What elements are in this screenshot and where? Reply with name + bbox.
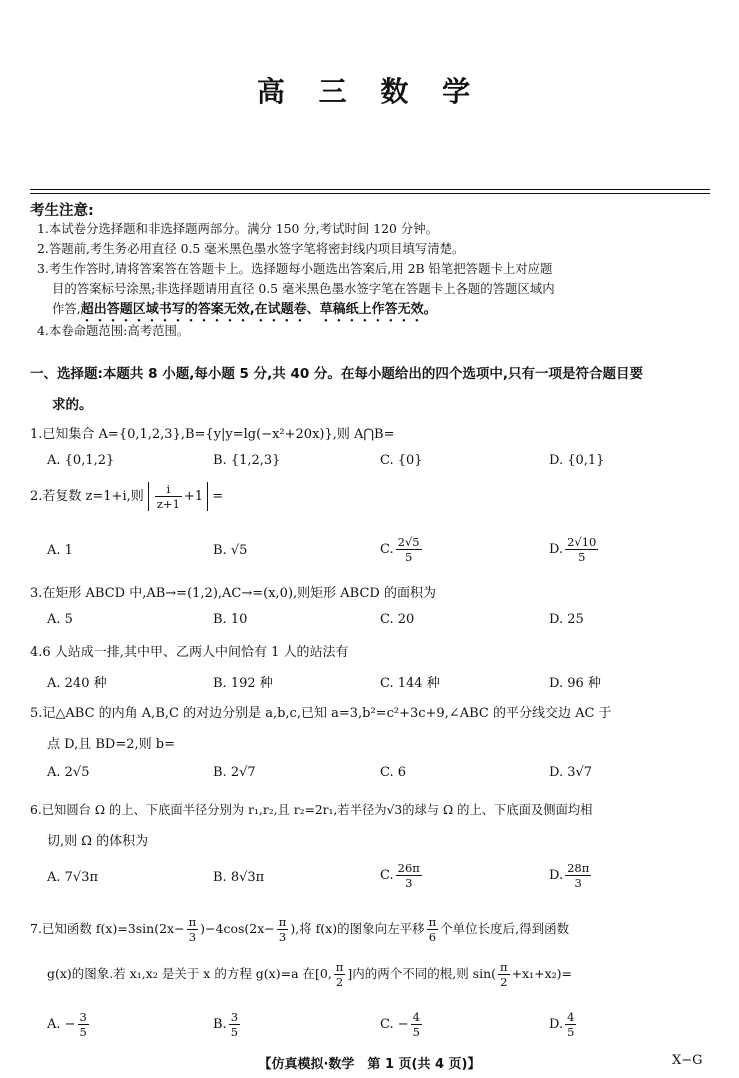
q7-option-c: [380, 1010, 424, 1039]
footer-code: X−G: [672, 1053, 703, 1068]
q6-option-c: [380, 861, 424, 890]
q2-option-c-num: 2√5: [397, 535, 420, 549]
q7-l2-a: g(x)的图象.若 x₁,x₂ 是关于 x 的方程 g(x)=a 在[0,: [47, 966, 332, 981]
q2-option-d-den: 5: [578, 550, 586, 564]
q2-option-d-frac: [565, 535, 598, 564]
q7-l2-frac1-den: 2: [335, 975, 344, 989]
notice-heading: 考生注意:: [30, 203, 94, 219]
q2-option-c-frac: [396, 535, 422, 564]
q7-stem-line1: [30, 915, 569, 944]
q1-option-a: A. {0,1,2}: [47, 453, 115, 468]
q5-option-b: B. 2√7: [213, 765, 256, 780]
q7-option-a-num: 3: [79, 1010, 87, 1024]
q7-l1-a: 7.已知函数 f(x)=3sin(2x−: [30, 921, 185, 936]
notice-item-3-tail: 作答,: [52, 301, 81, 316]
q7-option-a: [47, 1010, 91, 1039]
q7-l2-frac1: [334, 960, 346, 989]
q7-l1-b: )−4cos(2x−: [200, 921, 275, 936]
q7-l2-frac2-den: 2: [500, 975, 508, 989]
q7-option-d-num: 4: [567, 1010, 575, 1024]
q3-stem: 3.在矩形 ABCD 中,AB→=(1,2),AC→=(x,0),则矩形 ABCD 的面积为: [30, 586, 436, 601]
q7-option-c-frac: [411, 1010, 422, 1039]
q7-option-a-den: 5: [79, 1025, 87, 1039]
q7-option-d-den: 5: [567, 1025, 575, 1039]
q7-option-b-label: B.: [213, 1017, 227, 1032]
q6-option-d-label: D.: [549, 868, 564, 883]
q2-option-d: [549, 535, 600, 564]
header-rule-thick: [30, 189, 710, 190]
q6-option-d-num: 28π: [567, 861, 590, 875]
q5-stem-line1: 5.记△ABC 的内角 A,B,C 的对边分别是 a,b,c,已知 a=3,b²=c²+3c+9,∠ABC 的平分线交边 AC 于: [30, 706, 612, 721]
q4-option-a: A. 240 种: [47, 676, 107, 691]
q2-option-d-num: 2√10: [567, 535, 597, 549]
q3-option-b: B. 10: [213, 612, 248, 627]
q6-stem-line1: 6.已知圆台 Ω 的上、下底面半径分别为 r₁,r₂,且 r₂=2r₁,若半径为√3的球与 Ω 的上、下底面及侧面均相: [30, 803, 593, 817]
q7-option-d: [549, 1010, 578, 1039]
q6-stem-line2: 切,则 Ω 的体积为: [47, 834, 149, 849]
q3-option-a: A. 5: [47, 612, 73, 627]
q1-option-d: D. {0,1}: [549, 453, 605, 468]
q7-option-b: [213, 1010, 242, 1039]
q2-suffix: +1: [183, 489, 204, 504]
q2-option-c-label: C.: [380, 542, 394, 557]
q2-stem: [30, 482, 223, 511]
q7-l2-frac2-num: π: [500, 960, 508, 974]
q5-option-c: C. 6: [380, 765, 407, 780]
section1-heading: 一、选择题:本题共 8 小题,每小题 5 分,共 40 分。在每小题给出的四个选项中,只有一项是符合题目要: [30, 366, 644, 382]
q4-stem: 4.6 人站成一排,其中甲、乙两人中间恰有 1 人的站法有: [30, 645, 349, 660]
q2-option-c: [380, 535, 424, 564]
q7-l1-frac1-num: π: [188, 915, 197, 929]
q2-option-c-den: 5: [404, 550, 413, 564]
notice-item-1: 1.本试卷分选择题和非选择题两部分。满分 150 分,考试时间 120 分钟。: [37, 221, 438, 236]
q1-stem: 1.已知集合 A={0,1,2,3},B={y|y=lg(−x²+20x)},则 A⋂B=: [30, 427, 395, 442]
q7-l2-frac2: [498, 960, 510, 989]
q6-option-c-label: C.: [380, 868, 394, 883]
q2-equals: =: [212, 489, 224, 504]
q7-option-b-num: 3: [230, 1010, 239, 1024]
q6-option-d-frac: [565, 861, 591, 890]
q7-l1-frac3-num: π: [428, 915, 437, 929]
q6-option-c-den: 3: [405, 876, 413, 890]
page-title: 高 三 数 学: [256, 75, 483, 108]
q4-option-d: D. 96 种: [549, 676, 601, 691]
q7-l1-frac3: [427, 915, 439, 944]
q7-option-c-label: C. −: [380, 1017, 409, 1032]
q4-option-c: C. 144 种: [380, 676, 440, 691]
q5-stem-line2: 点 D,且 BD=2,则 b=: [47, 737, 175, 752]
q7-option-a-frac: [78, 1010, 89, 1039]
q6-option-a: A. 7√3π: [47, 870, 99, 885]
header-rule-thin: [30, 193, 710, 194]
notice-item-2: 2.答题前,考生务必用直径 0.5 毫米黑色墨水签字笔将密封线内项目填写清楚。: [37, 241, 465, 256]
notice-item-4: 4.本卷命题范围:高考范围。: [37, 323, 190, 338]
q6-option-b: B. 8√3π: [213, 870, 265, 885]
q7-l1-frac1-den: 3: [188, 930, 197, 944]
q6-option-c-frac: [396, 861, 422, 890]
q7-option-c-den: 5: [412, 1025, 420, 1039]
q7-l1-c: ),将 f(x)的图象向左平移: [290, 921, 425, 936]
q6-option-d: [549, 861, 593, 890]
q2-option-a: A. 1: [47, 543, 73, 558]
q7-l2-b: ]内的两个不同的根,则 sin(: [347, 966, 497, 981]
q7-option-b-den: 5: [230, 1025, 239, 1039]
q2-fraction: [155, 482, 182, 511]
q2-prefix: 2.若复数 z=1+i,则: [30, 489, 144, 504]
q2-option-b: B. √5: [213, 543, 248, 558]
q7-l1-frac2-num: π: [278, 915, 287, 929]
q5-option-a: A. 2√5: [47, 765, 90, 780]
q7-stem-line2: [47, 960, 572, 989]
q7-option-d-frac: [565, 1010, 576, 1039]
q2-frac-num: i: [155, 482, 182, 497]
notice-emphasis: 超出答题区域书写的答案无效,在试题卷、草稿纸上作答无效。: [80, 302, 437, 317]
q7-l1-frac2-den: 3: [278, 930, 287, 944]
q5-option-d: D. 3√7: [549, 765, 593, 780]
notice-item-3: 3.考生作答时,请将答案答在答题卡上。选择题每小题选出答案后,用 2B 铅笔把答题卡上对应题: [37, 261, 553, 276]
q7-option-c-num: 4: [412, 1010, 420, 1024]
q7-l2-c: +x₁+x₂)=: [511, 966, 573, 981]
q3-option-d: D. 25: [549, 612, 584, 627]
page-footer: 【仿真模拟·数学 第 1 页(共 4 页)】: [258, 1057, 481, 1072]
q7-option-d-label: D.: [549, 1017, 564, 1032]
q6-option-d-den: 3: [574, 876, 582, 890]
q7-l1-frac3-den: 6: [428, 930, 437, 944]
q7-l1-frac1: [187, 915, 199, 944]
q4-option-b: B. 192 种: [213, 676, 273, 691]
q1-option-c: C. {0}: [380, 453, 423, 468]
q2-modulus: [148, 482, 208, 511]
q7-l1-frac2: [277, 915, 289, 944]
q1-option-b: B. {1,2,3}: [213, 453, 281, 468]
notice-item-3-cont: 目的答案标号涂黑;非选择题请用直径 0.5 毫米黑色墨水签字笔在答题卡上各题的答题区域内: [52, 281, 555, 296]
q7-option-b-frac: [229, 1010, 240, 1039]
q2-frac-den: z+1: [156, 497, 180, 511]
q7-l1-d: 个单位长度后,得到函数: [440, 921, 570, 936]
section1-heading-cont: 求的。: [52, 397, 93, 413]
q7-l2-frac1-num: π: [335, 960, 344, 974]
q3-option-c: C. 20: [380, 612, 415, 627]
q2-option-d-label: D.: [549, 542, 564, 557]
q7-option-a-label: A. −: [47, 1017, 76, 1032]
q6-option-c-num: 26π: [397, 861, 420, 875]
